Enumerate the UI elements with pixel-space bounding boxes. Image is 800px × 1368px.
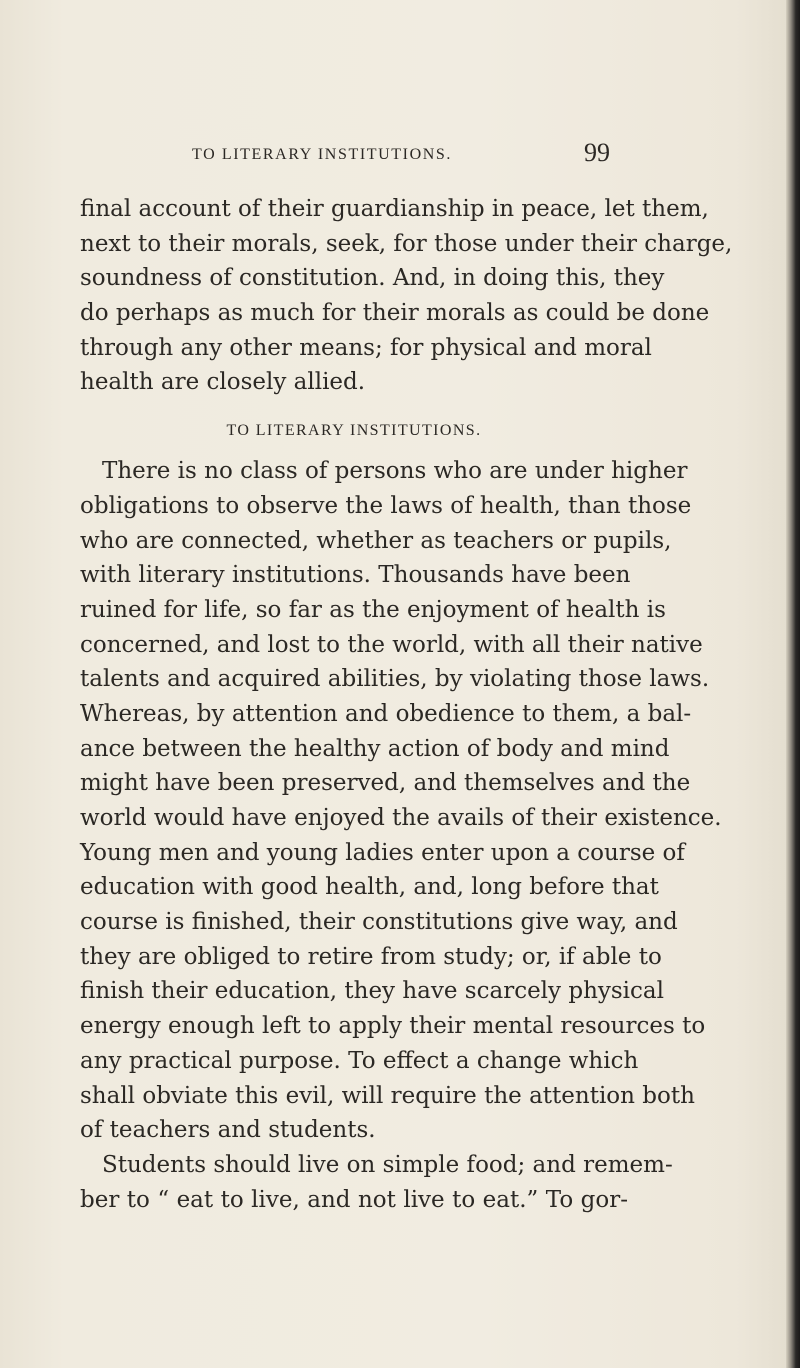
text-line: Young men and young ladies enter upon a course of <box>80 839 685 866</box>
text-line: through any other means; for physical and moral <box>80 334 652 361</box>
page-edge-shadow <box>786 0 800 1368</box>
text-line: world would have enjoyed the avails of their existence. <box>80 805 722 831</box>
page-number: 99 <box>584 138 610 167</box>
text-line: soundness of constitution. And, in doing this, they <box>80 265 665 292</box>
text-line: health are closely allied. <box>80 369 366 396</box>
text-line: energy enough left to apply their mental resources to <box>80 1013 706 1040</box>
text-line: do perhaps as much for their morals as could be done <box>80 300 710 327</box>
paragraph <box>80 454 722 1148</box>
text-line: talents and acquired abilities, by violating those laws. <box>80 666 710 693</box>
text-line: who are connected, whether as teachers or pupils, <box>80 527 672 554</box>
text-line: ance between the healthy action of body and mind <box>80 735 670 762</box>
text-line: obligations to observe the laws of health, than those <box>80 492 692 519</box>
text-line: education with good health, and, long before that <box>80 874 659 901</box>
page-header <box>150 138 610 178</box>
paragraph <box>80 192 733 400</box>
text-line: any practical purpose. To effect a change which <box>80 1047 639 1074</box>
running-head: TO LITERARY INSTITUTIONS. <box>192 146 452 163</box>
text-line: Whereas, by attention and obedience to them, a bal- <box>80 700 692 727</box>
text-line: next to their morals, seek, for those under their charge, <box>80 230 733 257</box>
text-line: final account of their guardianship in peace, let them, <box>80 196 709 222</box>
page-body <box>80 192 733 1217</box>
text-line: they are obliged to retire from study; or, if able to <box>80 943 662 970</box>
text-line: finish their education, they have scarcely physical <box>80 978 664 1005</box>
text-line: ber to “ eat to live, and not live to eat.” To gor- <box>80 1186 628 1213</box>
text-line: with literary institutions. Thousands have been <box>80 562 631 589</box>
text-line: There is no class of persons who are under higher <box>102 458 688 485</box>
text-line: ruined for life, so far as the enjoyment of health is <box>80 596 666 623</box>
section-heading: TO LITERARY INSTITUTIONS. <box>226 422 482 440</box>
text-line: Students should live on simple food; and remem- <box>102 1151 673 1178</box>
text-line: shall obviate this evil, will require the attention both <box>80 1082 695 1109</box>
text-line: of teachers and students. <box>80 1117 376 1144</box>
text-line: course is finished, their constitutions give way, and <box>80 909 678 936</box>
text-line: concerned, and lost to the world, with all their native <box>80 631 703 658</box>
paragraph <box>80 1148 673 1217</box>
text-line: might have been preserved, and themselves and the <box>80 770 691 797</box>
